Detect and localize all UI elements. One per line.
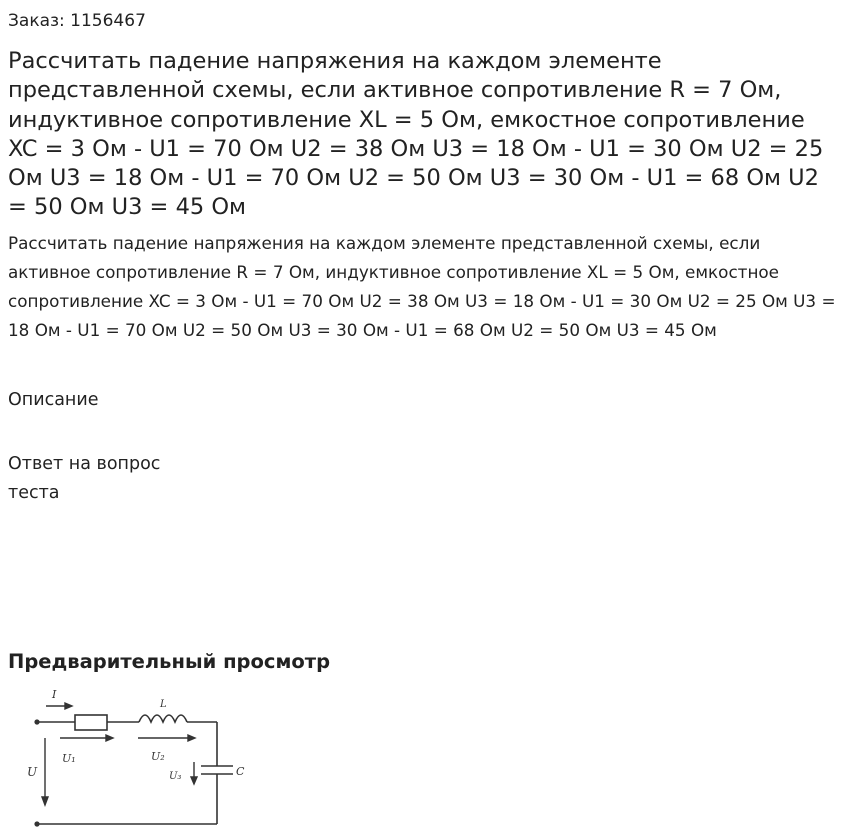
u1-arrowhead bbox=[106, 735, 113, 741]
answer-label: Ответ на вопрос теста bbox=[8, 454, 161, 503]
inductor-symbol bbox=[139, 715, 187, 722]
resistor-symbol bbox=[75, 715, 107, 730]
u2-arrowhead bbox=[188, 735, 195, 741]
capacitor-label: C bbox=[236, 765, 245, 778]
circuit-diagram bbox=[20, 684, 250, 834]
current-arrowhead bbox=[65, 703, 72, 709]
u1-label: U₁ bbox=[62, 752, 76, 765]
source-voltage-label: U bbox=[27, 765, 38, 779]
inductor-label: L bbox=[160, 699, 167, 710]
u2-label: U₂ bbox=[151, 750, 165, 763]
u3-arrowhead bbox=[191, 777, 197, 784]
u3-label: U₃ bbox=[169, 771, 182, 782]
source-voltage-arrowhead bbox=[42, 797, 48, 805]
current-label: I bbox=[52, 688, 57, 701]
terminal-top bbox=[34, 719, 39, 724]
task-title: Рассчитать падение напряжения на каждом элементе представленной схемы, если активное сопротивление R = 7 Ом, индуктивное сопротивление XL = 5 Ом, емкостное сопротивление XC = 3 Ом - U1 = 70 Ом U2 = 38 Ом U3 = 18 Ом - U1 = 30 Ом U2 = 25 Ом U3 = 18 Ом - U1 = 70 Ом U2 = 50 Ом U3 = 30 Ом - U1 = 68 Ом U2 = 50 Ом U3 = 45 Ом bbox=[8, 48, 824, 221]
preview-title: Предварительный просмотр bbox=[8, 650, 331, 673]
terminal-bottom bbox=[34, 821, 39, 826]
description-label: Описание bbox=[8, 390, 99, 410]
task-description: Рассчитать падение напряжения на каждом элементе представленной схемы, если активное сопротивление R = 7 Ом, индуктивное сопротивление XL = 5 Ом, емкостное сопротивление XC = 3 Ом - U1 = 70 Ом U2 = 38 Ом U3 = 18 Ом - U1 = 30 Ом U2 = 25 Ом U3 = 18 Ом - U1 = 70 Ом U2 = 50 Ом U3 = 30 Ом - U1 = 68 Ом U2 = 50 Ом U3 = 45 Ом bbox=[8, 233, 836, 340]
order-number: Заказ: 1156467 bbox=[8, 11, 146, 31]
